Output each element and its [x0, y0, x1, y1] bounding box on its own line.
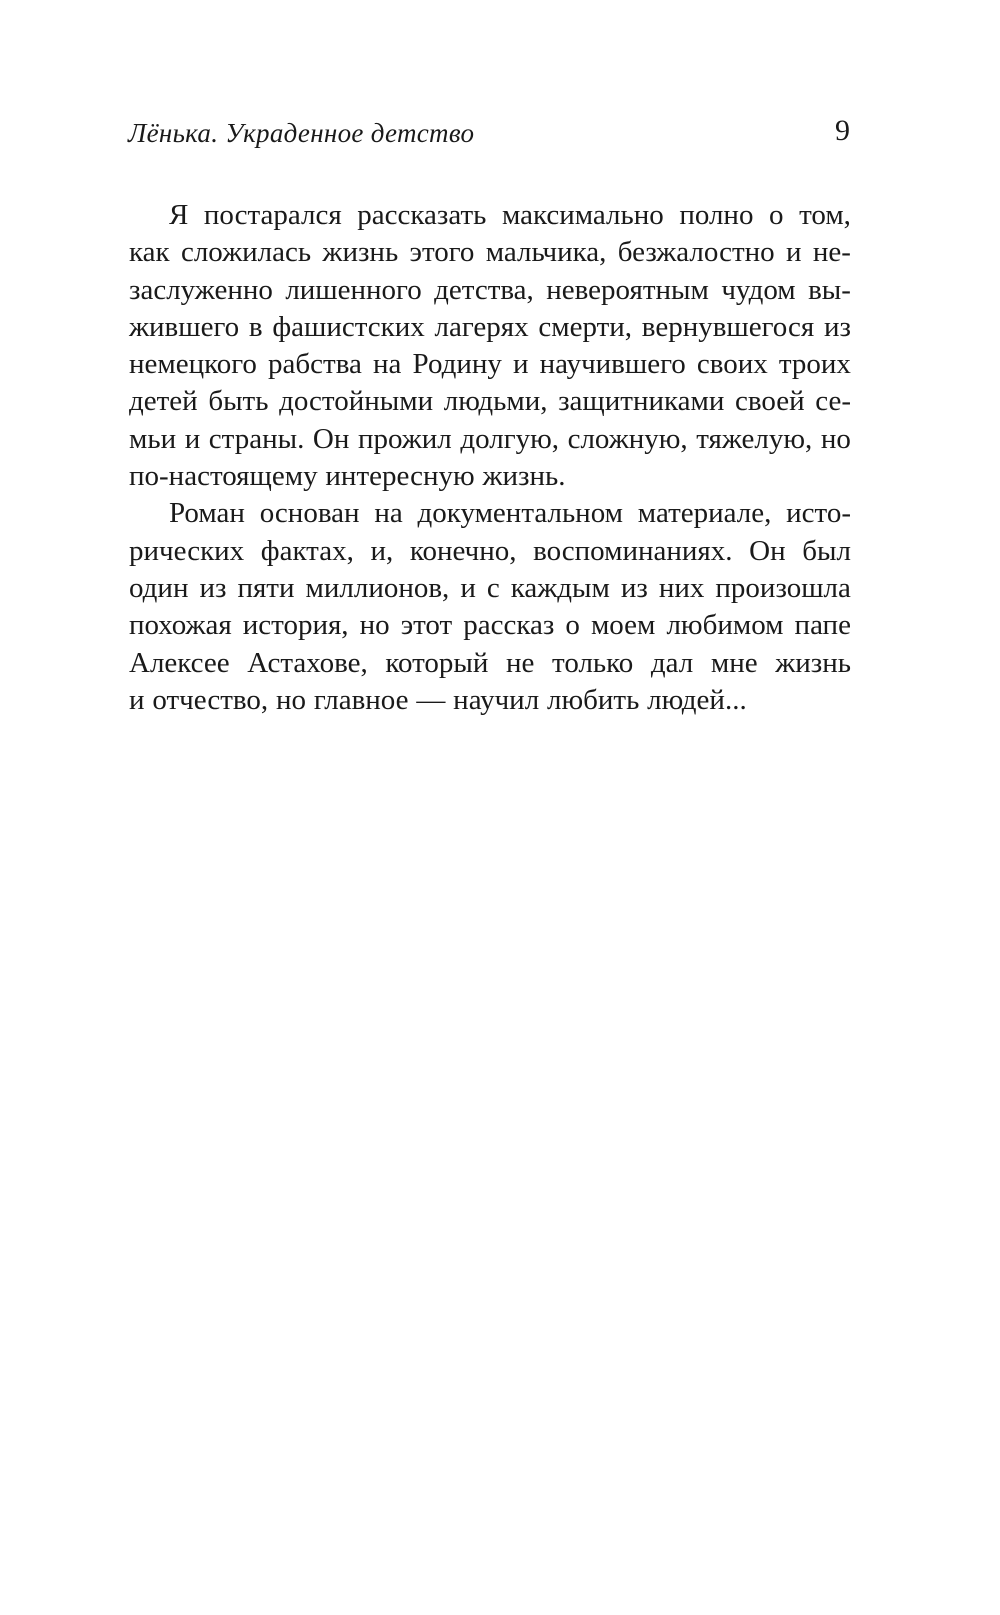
word: только	[552, 646, 634, 679]
word: прожил	[357, 422, 452, 455]
word: рабства	[268, 348, 362, 381]
word: немецкого	[129, 348, 257, 381]
word: Я	[169, 199, 189, 231]
word: в	[248, 310, 263, 343]
word: отчество,	[152, 683, 269, 716]
word: научил	[453, 683, 540, 716]
text-line	[129, 421, 851, 458]
word: этого	[409, 236, 475, 269]
word: невероятным	[546, 273, 709, 306]
text-line	[129, 682, 851, 719]
word: пяти	[237, 571, 295, 604]
text-line	[129, 383, 851, 420]
word: похожая	[129, 609, 232, 642]
word: жизнь	[775, 646, 851, 679]
word: конечно,	[409, 534, 517, 567]
word: фашистских	[272, 310, 425, 343]
text-line	[129, 607, 851, 644]
word: достойными	[279, 385, 434, 418]
word: папе	[794, 609, 851, 642]
word: безжалостно	[617, 236, 775, 269]
word: моем	[590, 609, 656, 642]
word: вернувшегося	[641, 310, 815, 343]
word: из	[823, 310, 851, 343]
word: детства,	[434, 273, 534, 306]
word: о	[565, 609, 580, 642]
word: се-	[815, 385, 851, 418]
word: жизнь	[322, 236, 399, 269]
word: не-	[812, 236, 851, 269]
word: рассказать	[357, 199, 487, 231]
word: о	[769, 199, 784, 231]
word: —	[416, 683, 446, 716]
word: жившего	[129, 310, 240, 343]
word: произошла	[715, 571, 851, 604]
text-line	[129, 533, 851, 570]
word: из	[620, 571, 648, 604]
word: своей	[735, 385, 805, 418]
word: них	[658, 571, 705, 604]
body-text	[129, 197, 851, 719]
word: и	[129, 683, 145, 716]
paragraph	[129, 495, 851, 719]
word: материале,	[637, 497, 772, 530]
word: тяжелую,	[696, 422, 813, 455]
word: история,	[242, 609, 349, 642]
word: троих	[778, 348, 851, 381]
word: защитниками	[558, 385, 725, 418]
word: детей	[129, 385, 198, 418]
text-line	[129, 346, 851, 383]
word: интересную	[325, 460, 475, 493]
text-line	[129, 197, 851, 234]
word: сложную,	[567, 422, 688, 455]
word: том,	[799, 199, 851, 231]
page-number: 9	[835, 114, 850, 147]
word: воспоминаниях.	[533, 534, 733, 567]
word: рассказ	[463, 609, 555, 642]
word: Он	[312, 422, 350, 455]
word: но	[275, 683, 306, 716]
word: и	[460, 571, 476, 604]
word: фактах,	[260, 534, 354, 567]
word: не	[506, 646, 535, 679]
word: сложилась	[180, 236, 312, 269]
text-line	[129, 645, 851, 682]
word: заслуженно	[129, 273, 273, 306]
word: научившего	[539, 348, 686, 381]
word: мне	[710, 646, 758, 679]
word: мьи	[129, 422, 177, 455]
word: документальном	[417, 497, 623, 530]
word: но	[359, 609, 390, 642]
word: максимально	[501, 199, 664, 231]
word: главное	[313, 683, 409, 716]
word: как	[129, 236, 170, 269]
word: из	[199, 571, 227, 604]
word: любимом	[666, 609, 784, 642]
word: один	[129, 571, 189, 604]
word: своих	[696, 348, 768, 381]
word: лишенного	[285, 273, 422, 306]
word: на	[374, 497, 403, 530]
word: каждым	[510, 571, 610, 604]
word: Он	[749, 534, 786, 567]
word: и	[786, 236, 802, 269]
word: дал	[650, 646, 694, 679]
word: Астахове,	[247, 646, 368, 679]
text-line	[129, 458, 851, 495]
word: любить	[547, 683, 640, 716]
word: Родину	[412, 348, 502, 381]
text-line	[129, 570, 851, 607]
paragraph	[129, 197, 851, 495]
word: людей...	[647, 683, 747, 716]
word: Алексее	[129, 646, 230, 679]
text-line	[129, 309, 851, 346]
word: страны.	[208, 422, 305, 455]
word: смерти,	[538, 310, 633, 343]
word: вы-	[808, 273, 851, 306]
word: постарался	[203, 199, 342, 231]
word: полно	[679, 199, 754, 231]
word: исто-	[786, 497, 851, 530]
word: и,	[370, 534, 394, 567]
word: долгую,	[460, 422, 560, 455]
word: чудом	[721, 273, 796, 306]
word: лагерях	[434, 310, 529, 343]
word: рических	[129, 534, 245, 567]
running-title: Лёнька. Украденное детство	[128, 118, 475, 148]
word: мальчика,	[485, 236, 607, 269]
word: людьми,	[443, 385, 548, 418]
word: Роман	[169, 497, 245, 530]
word: который	[385, 646, 489, 679]
word: основан	[259, 497, 360, 530]
word: и	[513, 348, 529, 381]
word: жизнь.	[482, 460, 566, 493]
word: был	[802, 534, 851, 567]
word: быть	[208, 385, 269, 418]
text-line	[129, 495, 851, 532]
word: этот	[400, 609, 453, 642]
word: и	[184, 422, 201, 455]
word: миллионов,	[305, 571, 450, 604]
word: но	[820, 422, 851, 455]
text-line	[129, 272, 851, 309]
text-line	[129, 234, 851, 271]
word: с	[486, 571, 500, 604]
word: на	[373, 348, 402, 381]
word: по-настоящему	[129, 460, 318, 493]
